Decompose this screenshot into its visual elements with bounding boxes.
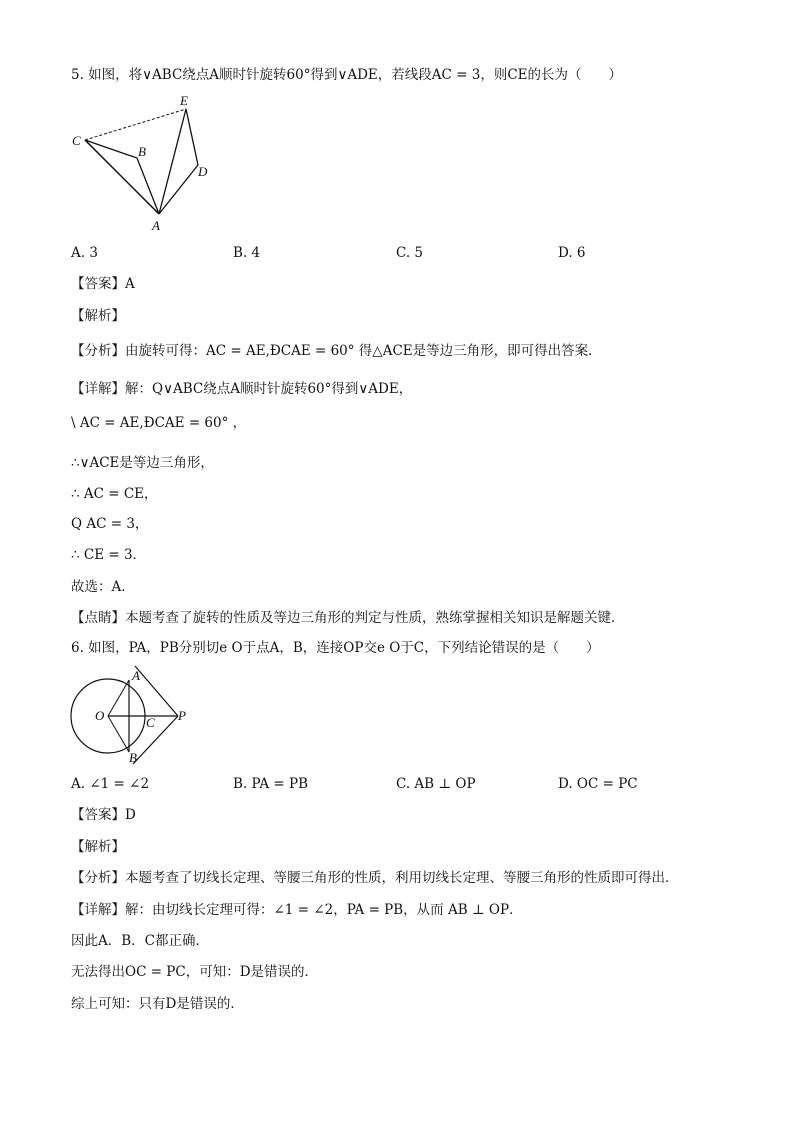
q6-option-b: B. PA = PB [233, 776, 308, 792]
q5-label-b: B [138, 144, 146, 159]
q6-tangent-pa [135, 666, 178, 716]
q5-dianjing: 【点睛】本题考查了旋转的性质及等边三角形的判定与性质，熟练掌握相关知识是解题关键． [71, 610, 625, 626]
q5-step-5: ∴ CE = 3． [71, 547, 147, 563]
q6-analysis-tag: 【解析】 [71, 839, 125, 855]
q6-line-3: 综上可知：只有D是错误的． [71, 996, 244, 1012]
q6-fenxi: 【分析】本题考查了切线长定理、等腰三角形的性质，利用切线长定理、等腰三角形的性质即可得出． [71, 870, 679, 886]
q6-line-1: 因此A．B．C都正确． [71, 933, 209, 949]
q6-answer: 【答案】D [71, 807, 136, 823]
q5-option-b: B. 4 [233, 245, 261, 261]
q5-step-3: ∴ AC = CE， [71, 486, 158, 502]
q6-label-p: P [178, 708, 186, 723]
q5-stem: 5. 如图，将∨ABC绕点A顺时针旋转60°得到∨ADE，若线段AC = 3，则CE的长为（ ） [71, 67, 623, 83]
q6-label-o: O [95, 708, 105, 723]
q5-analysis-tag: 【解析】 [71, 308, 125, 324]
q6-radius-ob [108, 716, 129, 752]
q5-xiangjie: 【详解】解：Q∨ABC绕点A顺时针旋转60°得到∨ADE， [71, 381, 413, 397]
q5-figure [66, 92, 226, 237]
q5-label-e: E [180, 93, 188, 108]
q5-option-c: C. 5 [396, 245, 424, 261]
q6-radius-oa [108, 680, 129, 716]
q6-stem: 6. 如图，PA，PB分别切e O于点A，B，连接OP交e O于C，下列结论错误的是（ ） [71, 640, 600, 656]
q5-fenxi: 【分析】由旋转可得：AC = AE,ÐCAE = 60° 得△ACE是等边三角形，即可得出答案． [71, 343, 602, 359]
q6-xiangjie: 【详解】解：由切线长定理可得：∠1 = ∠2，PA = PB，从而 AB ⊥ OP． [71, 902, 523, 918]
q6-option-c: C. AB ⊥ OP [396, 776, 476, 792]
q6-figure [66, 664, 196, 770]
q5-option-a: A. 3 [71, 245, 98, 261]
q6-label-c: C [146, 715, 155, 730]
q5-triangle-ade [159, 109, 198, 214]
q5-step-1: \ AC = AE,ÐCAE = 60° ， [71, 415, 247, 431]
q6-line-2: 无法得出OC = PC，可知：D是错误的． [71, 964, 319, 980]
q6-label-a: A [132, 668, 140, 683]
q5-label-d: D [198, 164, 208, 179]
q6-label-b: B [129, 750, 137, 765]
q6-option-a: A. ∠1 = ∠2 [71, 776, 150, 792]
q5-option-d: D. 6 [558, 245, 586, 261]
q5-step-4: Q AC = 3， [71, 516, 149, 532]
q5-answer: 【答案】A [71, 276, 135, 292]
q5-label-c: C [72, 133, 81, 148]
q5-label-a: A [152, 218, 160, 233]
q5-step-2: ∴∨ACE是等边三角形， [71, 455, 214, 471]
q5-step-6: 故选：A． [71, 579, 135, 595]
q6-tangent-pb [133, 716, 178, 764]
q6-option-d: D. OC = PC [558, 776, 638, 792]
q5-dashed-ce [85, 109, 186, 140]
